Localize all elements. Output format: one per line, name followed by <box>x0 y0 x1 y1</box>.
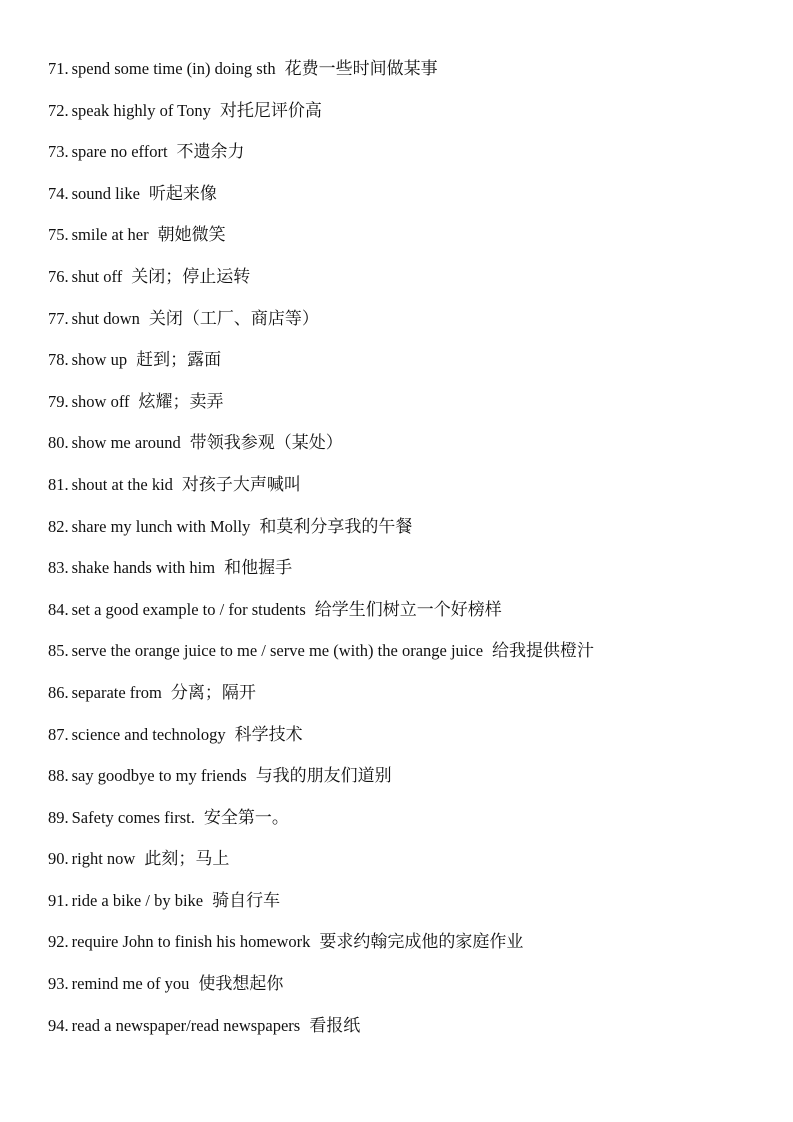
entry-number: 91. <box>48 890 69 910</box>
english-phrase: show me around <box>71 433 181 453</box>
entry-number: 85. <box>48 641 69 661</box>
english-phrase: share my lunch with Molly <box>71 516 251 536</box>
chinese-translation: 和莫利分享我的午餐 <box>259 516 413 537</box>
english-phrase: speak highly of Tony <box>71 100 211 120</box>
english-phrase: shut down <box>71 308 140 328</box>
phrase-entry <box>48 929 768 971</box>
entry-number: 77. <box>48 308 69 328</box>
chinese-translation: 给我提供橙汁 <box>492 641 595 662</box>
phrase-entry <box>48 888 768 930</box>
phrase-entry <box>48 222 768 264</box>
english-phrase: smile at her <box>71 225 149 245</box>
phrase-entry <box>48 347 768 389</box>
chinese-translation: 给学生们树立一个好榜样 <box>314 599 502 620</box>
english-phrase: serve the orange juice to me / serve me (with) the orange juice <box>71 641 484 661</box>
english-phrase: shut off <box>71 266 123 286</box>
chinese-translation: 炫耀；卖弄 <box>138 391 224 412</box>
chinese-translation: 赶到；露面 <box>136 350 222 371</box>
english-phrase: science and technology <box>71 724 226 744</box>
chinese-translation: 与我的朋友们道别 <box>255 766 392 787</box>
entry-number: 74. <box>48 183 69 203</box>
entry-number: 81. <box>48 474 69 494</box>
english-phrase: shake hands with him <box>71 558 216 578</box>
phrase-entry <box>48 1013 768 1055</box>
english-phrase: say goodbye to my friends <box>71 766 247 786</box>
phrase-entry <box>48 139 768 181</box>
entry-number: 79. <box>48 391 69 411</box>
english-phrase: read a newspaper/read newspapers <box>71 1015 301 1035</box>
chinese-translation: 不遗余力 <box>176 142 245 163</box>
phrase-entry <box>48 389 768 431</box>
phrase-entry <box>48 306 768 348</box>
entry-number: 78. <box>48 350 69 370</box>
entry-number: 89. <box>48 807 69 827</box>
chinese-translation: 关闭（工厂、商店等） <box>148 308 319 329</box>
chinese-translation: 关闭；停止运转 <box>131 266 251 287</box>
english-phrase: shout at the kid <box>71 474 173 494</box>
entry-number: 73. <box>48 142 69 162</box>
english-phrase: show off <box>71 391 130 411</box>
english-phrase: sound like <box>71 183 140 203</box>
english-phrase: Safety comes first. <box>71 807 195 827</box>
english-phrase: set a good example to / for students <box>71 599 306 619</box>
entry-number: 75. <box>48 225 69 245</box>
chinese-translation: 朝她微笑 <box>157 225 226 246</box>
chinese-translation: 带领我参观（某处） <box>189 433 343 454</box>
english-phrase: separate from <box>71 682 162 702</box>
english-phrase: require John to finish his homework <box>71 932 311 952</box>
entry-number: 80. <box>48 433 69 453</box>
chinese-translation: 科学技术 <box>234 724 303 745</box>
chinese-translation: 分离；隔开 <box>170 682 256 703</box>
chinese-translation: 使我想起你 <box>198 974 284 995</box>
phrase-list <box>48 56 768 1054</box>
phrase-entry <box>48 264 768 306</box>
english-phrase: spend some time (in) doing sth <box>71 59 276 78</box>
phrase-entry <box>48 597 768 639</box>
entry-number: 92. <box>48 932 69 952</box>
chinese-translation: 此刻；马上 <box>144 849 230 870</box>
phrase-entry <box>48 98 768 140</box>
chinese-translation: 看报纸 <box>309 1015 361 1036</box>
entry-number: 76. <box>48 266 69 286</box>
phrase-entry <box>48 971 768 1013</box>
phrase-entry <box>48 472 768 514</box>
phrase-entry <box>48 763 768 805</box>
entry-number: 84. <box>48 599 69 619</box>
chinese-translation: 和他握手 <box>224 558 293 579</box>
entry-number: 93. <box>48 974 69 994</box>
phrase-entry <box>48 56 768 98</box>
chinese-translation: 花费一些时间做某事 <box>284 59 438 79</box>
english-phrase: remind me of you <box>71 974 190 994</box>
entry-number: 88. <box>48 766 69 786</box>
entry-number: 87. <box>48 724 69 744</box>
phrase-entry <box>48 555 768 597</box>
entry-number: 83. <box>48 558 69 578</box>
english-phrase: ride a bike / by bike <box>71 890 204 910</box>
phrase-entry <box>48 181 768 223</box>
english-phrase: show up <box>71 350 128 370</box>
chinese-translation: 要求约翰完成他的家庭作业 <box>319 932 524 953</box>
phrase-entry <box>48 805 768 847</box>
english-phrase: right now <box>71 849 136 869</box>
entry-number: 71. <box>48 59 69 78</box>
phrase-entry <box>48 514 768 556</box>
chinese-translation: 安全第一。 <box>203 807 289 828</box>
english-phrase: spare no effort <box>71 142 168 162</box>
chinese-translation: 对托尼评价高 <box>219 100 322 121</box>
phrase-entry <box>48 722 768 764</box>
phrase-entry <box>48 846 768 888</box>
phrase-entry <box>48 638 768 680</box>
entry-number: 90. <box>48 849 69 869</box>
phrase-entry <box>48 430 768 472</box>
entry-number: 82. <box>48 516 69 536</box>
entry-number: 72. <box>48 100 69 120</box>
chinese-translation: 骑自行车 <box>212 890 281 911</box>
phrase-entry <box>48 680 768 722</box>
chinese-translation: 听起来像 <box>148 183 217 204</box>
entry-number: 94. <box>48 1015 69 1035</box>
chinese-translation: 对孩子大声喊叫 <box>181 474 301 495</box>
entry-number: 86. <box>48 682 69 702</box>
